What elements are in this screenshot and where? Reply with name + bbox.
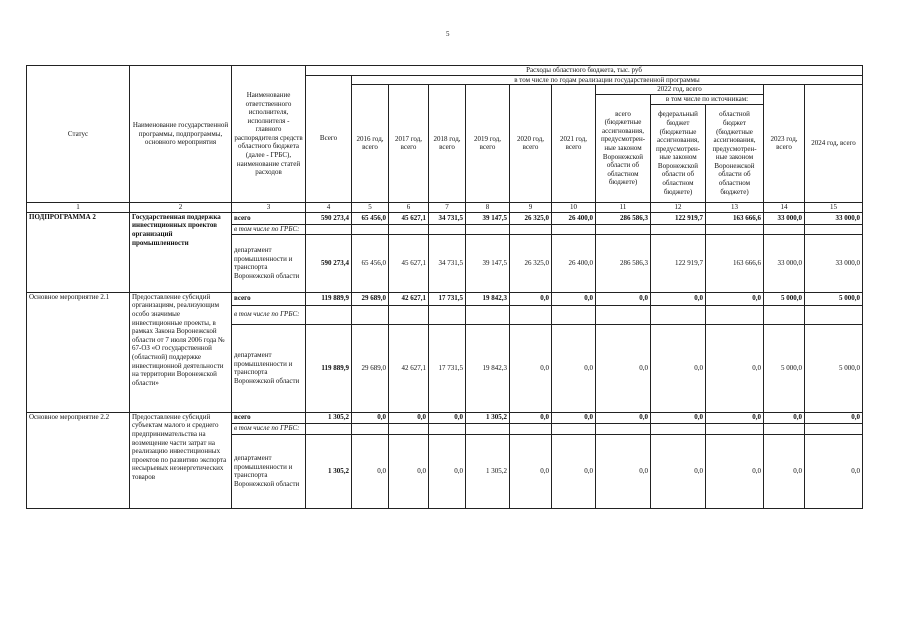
department-value-cell: 0,0 [805, 434, 863, 508]
total-value-cell: 590 273,4 [306, 212, 352, 224]
empty-cell [429, 305, 466, 324]
total-value-cell: 0,0 [429, 412, 466, 423]
department-value-cell: 0,0 [706, 324, 764, 412]
total-value-cell: 26 325,0 [510, 212, 552, 224]
department-value-cell: 45 627,1 [389, 234, 429, 292]
empty-cell [706, 305, 764, 324]
header-executor: Наименование ответственного исполнителя, исполнителя - главного распорядителя средств областного бюджета (далее - ГРБС), наименование статей расходов [232, 66, 306, 203]
total-value-cell: 5 000,0 [805, 292, 863, 305]
total-value-cell: 5 000,0 [764, 292, 805, 305]
header-year-2024: 2024 год, всего [805, 85, 863, 203]
empty-cell [552, 305, 596, 324]
column-number: 3 [232, 202, 306, 212]
total-value-cell: 1 305,2 [306, 412, 352, 423]
department-value-cell: 5 000,0 [764, 324, 805, 412]
header-year-2016: 2016 год, всего [352, 85, 389, 203]
empty-cell [805, 224, 863, 234]
empty-cell [706, 423, 764, 434]
department-value-cell: 5 000,0 [805, 324, 863, 412]
total-value-cell: 42 627,1 [389, 292, 429, 305]
total-value-cell: 39 147,5 [466, 212, 510, 224]
column-number: 12 [651, 202, 706, 212]
grbs-label: в том числе по ГРБС: [232, 305, 306, 324]
empty-cell [389, 423, 429, 434]
section-name: Предоставление субсидий организациям, реализующим особо значимые инвестиционные проекты, в рамках Закона Воронежской области от 7 июля 2006 года № 67-ОЗ «О государственной (областной) поддержке инвестиционной деятельности на территории Воронежской области» [130, 292, 232, 412]
department-value-cell: 33 000,0 [764, 234, 805, 292]
empty-cell [352, 423, 389, 434]
total-label: всего [232, 412, 306, 423]
empty-cell [651, 305, 706, 324]
column-number: 2 [130, 202, 232, 212]
total-value-cell: 0,0 [552, 412, 596, 423]
empty-cell [651, 224, 706, 234]
total-value-cell: 17 731,5 [429, 292, 466, 305]
total-value-cell: 0,0 [389, 412, 429, 423]
column-number: 14 [764, 202, 805, 212]
column-number: 5 [352, 202, 389, 212]
department-value-cell: 0,0 [596, 434, 651, 508]
department-value-cell: 0,0 [651, 324, 706, 412]
total-value-cell: 0,0 [510, 412, 552, 423]
column-number: 7 [429, 202, 466, 212]
department-value-cell: 0,0 [429, 434, 466, 508]
empty-cell [466, 423, 510, 434]
department-label: департамент промышленности и транспорта Воронежской области [232, 434, 306, 508]
department-value-cell: 0,0 [706, 434, 764, 508]
header-year-2017: 2017 год, всего [389, 85, 429, 203]
total-value-cell: 1 305,2 [466, 412, 510, 423]
department-value-cell: 0,0 [389, 434, 429, 508]
grbs-label: в том числе по ГРБС: [232, 423, 306, 434]
empty-cell [429, 423, 466, 434]
department-value-cell: 122 919,7 [651, 234, 706, 292]
empty-cell [510, 224, 552, 234]
section-status: Основное мероприятие 2.2 [27, 412, 130, 508]
department-value-cell: 1 305,2 [466, 434, 510, 508]
budget-table [26, 65, 863, 509]
column-number: 10 [552, 202, 596, 212]
header-year-2021: 2021 год, всего [552, 85, 596, 203]
department-value-cell: 1 305,2 [306, 434, 352, 508]
total-value-cell: 0,0 [706, 412, 764, 423]
empty-cell [510, 305, 552, 324]
total-value-cell: 0,0 [651, 292, 706, 305]
empty-cell [352, 224, 389, 234]
column-number: 9 [510, 202, 552, 212]
department-value-cell: 26 400,0 [552, 234, 596, 292]
header-program-name: Наименование государственной программы, подпрограммы, основного мероприятия [130, 66, 232, 203]
header-2022-total: всего (бюджетные ассигнования, предусмотрен-ные законом Воронежской области об областном бюджете) [596, 94, 651, 202]
empty-cell [389, 305, 429, 324]
department-value-cell: 65 456,0 [352, 234, 389, 292]
section-status: Основное мероприятие 2.1 [27, 292, 130, 412]
department-value-cell: 286 586,3 [596, 234, 651, 292]
department-value-cell: 0,0 [352, 434, 389, 508]
department-value-cell: 119 889,9 [306, 324, 352, 412]
empty-cell [429, 224, 466, 234]
header-year-2022: 2022 год, всего [596, 85, 764, 95]
department-value-cell: 33 000,0 [805, 234, 863, 292]
empty-cell [552, 224, 596, 234]
total-value-cell: 29 689,0 [352, 292, 389, 305]
header-year-2018: 2018 год, всего [429, 85, 466, 203]
header-year-2020: 2020 год, всего [510, 85, 552, 203]
column-number: 1 [27, 202, 130, 212]
total-value-cell: 0,0 [510, 292, 552, 305]
section-total-row [27, 412, 863, 423]
header-regional: областной бюджет (бюджетные ассигнования, предусмотрен-ные законом Воронежской области об областном бюджете) [706, 104, 764, 202]
total-value-cell: 0,0 [764, 412, 805, 423]
empty-cell [706, 224, 764, 234]
total-value-cell: 33 000,0 [805, 212, 863, 224]
total-value-cell: 163 666,6 [706, 212, 764, 224]
department-value-cell: 42 627,1 [389, 324, 429, 412]
column-number: 11 [596, 202, 651, 212]
empty-cell [389, 224, 429, 234]
column-index-row [27, 202, 863, 212]
department-value-cell: 26 325,0 [510, 234, 552, 292]
department-value-cell: 590 273,4 [306, 234, 352, 292]
total-value-cell: 122 919,7 [651, 212, 706, 224]
total-value-cell: 0,0 [805, 412, 863, 423]
empty-cell [764, 305, 805, 324]
empty-cell [352, 305, 389, 324]
empty-cell [596, 224, 651, 234]
empty-cell [552, 423, 596, 434]
total-label: всего [232, 212, 306, 224]
empty-cell [306, 224, 352, 234]
header-expenses-title: Расходы областного бюджета, тыс. руб [306, 66, 863, 76]
header-year-2019: 2019 год, всего [466, 85, 510, 203]
column-number: 13 [706, 202, 764, 212]
total-value-cell: 34 731,5 [429, 212, 466, 224]
header-year-2023: 2023 год, всего [764, 85, 805, 203]
department-value-cell: 0,0 [596, 324, 651, 412]
section-total-row [27, 212, 863, 224]
grbs-label: в том числе по ГРБС: [232, 224, 306, 234]
header-sources: в том числе по источникам: [651, 94, 764, 104]
total-value-cell: 0,0 [706, 292, 764, 305]
department-value-cell: 0,0 [552, 324, 596, 412]
section-status: ПОДПРОГРАММА 2 [27, 212, 130, 292]
total-value-cell: 19 842,3 [466, 292, 510, 305]
column-number: 6 [389, 202, 429, 212]
header-federal: федеральный бюджет (бюджетные ассигнования, предусмотрен-ные законом Воронежской области об областном бюджете) [651, 104, 706, 202]
total-value-cell: 0,0 [651, 412, 706, 423]
department-value-cell: 29 689,0 [352, 324, 389, 412]
department-value-cell: 19 842,3 [466, 324, 510, 412]
header-status: Статус [27, 66, 130, 203]
empty-cell [805, 423, 863, 434]
department-value-cell: 0,0 [764, 434, 805, 508]
total-value-cell: 286 586,3 [596, 212, 651, 224]
total-value-cell: 0,0 [596, 412, 651, 423]
department-label: департамент промышленности и транспорта Воронежской области [232, 324, 306, 412]
column-number: 15 [805, 202, 863, 212]
total-label: всего [232, 292, 306, 305]
department-label: департамент промышленности и транспорта Воронежской области [232, 234, 306, 292]
empty-cell [764, 423, 805, 434]
header-total: Всего [306, 75, 352, 202]
empty-cell [651, 423, 706, 434]
header-by-years: в том числе по годам реализации государственной программы [352, 75, 863, 85]
empty-cell [466, 224, 510, 234]
department-value-cell: 34 731,5 [429, 234, 466, 292]
empty-cell [596, 423, 651, 434]
department-value-cell: 17 731,5 [429, 324, 466, 412]
page-number: 5 [446, 30, 450, 38]
empty-cell [466, 305, 510, 324]
section-name: Государственная поддержка инвестиционных проектов организаций промышленности [130, 212, 232, 292]
section-name: Предоставление субсидий субъектам малого и среднего предпринимательства на возмещение части затрат на реализацию инвестиционных проектов по развитию экспорта несырьевых неэнергетических товаров [130, 412, 232, 508]
total-value-cell: 0,0 [552, 292, 596, 305]
total-value-cell: 119 889,9 [306, 292, 352, 305]
department-value-cell: 39 147,5 [466, 234, 510, 292]
column-number: 8 [466, 202, 510, 212]
department-value-cell: 0,0 [510, 434, 552, 508]
empty-cell [805, 305, 863, 324]
column-number: 4 [306, 202, 352, 212]
total-value-cell: 45 627,1 [389, 212, 429, 224]
department-value-cell: 0,0 [651, 434, 706, 508]
empty-cell [306, 305, 352, 324]
total-value-cell: 0,0 [596, 292, 651, 305]
empty-cell [764, 224, 805, 234]
section-total-row [27, 292, 863, 305]
empty-cell [596, 305, 651, 324]
department-value-cell: 0,0 [552, 434, 596, 508]
department-value-cell: 0,0 [510, 324, 552, 412]
empty-cell [306, 423, 352, 434]
total-value-cell: 0,0 [352, 412, 389, 423]
total-value-cell: 26 400,0 [552, 212, 596, 224]
empty-cell [510, 423, 552, 434]
department-value-cell: 163 666,6 [706, 234, 764, 292]
total-value-cell: 33 000,0 [764, 212, 805, 224]
total-value-cell: 65 456,0 [352, 212, 389, 224]
